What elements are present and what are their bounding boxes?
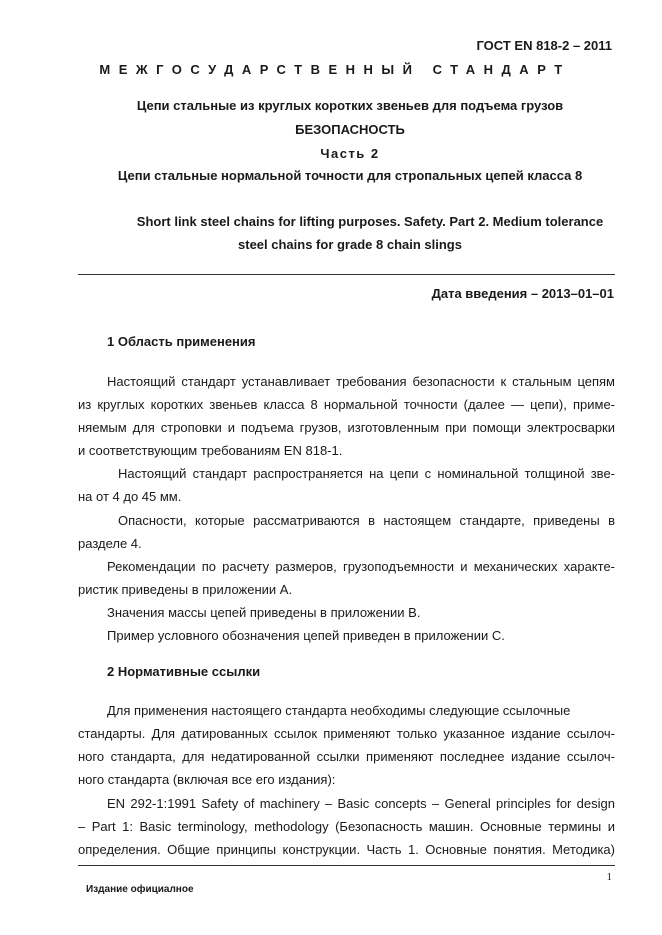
text-line: Для применения настоящего стандарта необходимы следующие ссылочные [107,703,571,718]
text-line: Пример условного обозначения цепей приведен в приложении С. [107,628,505,643]
text-line: ристик приведены в приложении А. [78,582,293,597]
text-line: EN 292-1:1991 Safety of machinery – Basic concepts – General principles for design [107,796,615,811]
title-en-line2: steel chains for grade 8 chain slings [238,237,462,252]
title-en-line1: Short link steel chains for lifting purposes. Safety. Part 2. Medium tolerance [136,214,604,229]
section-1-heading: 1 Область применения [107,334,256,349]
text-line: Настоящий стандарт распространяется на цепи с номинальной толщиной зве- [118,466,615,481]
page-number: 1 [606,871,612,883]
section-2-heading: 2 Нормативные ссылки [107,664,261,679]
text-line: ного стандарта, для недатированной ссылки применяют последнее издание ссылоч- [78,749,615,764]
section-1-paragraph-1 [78,370,615,462]
text-line: Настоящий стандарт устанавливает требования безопасности к стальным цепям [107,374,615,389]
text-line: Рекомендации по расчету размеров, грузоподъемности и механических характе- [107,559,615,574]
standard-code: ГОСТ EN 818-2 – 2011 [476,38,612,53]
text-line: на от 4 до 45 мм. [78,489,182,504]
text-line: определения. Общие принципы конструкции. Часть 1. Основные понятия. Методика) [78,842,615,857]
text-line: ного стандарта (включая все его издания): [78,772,336,787]
title-part: Часть 2 [320,146,380,161]
text-line: разделе 4. [78,536,142,551]
section-1-paragraph-6 [78,624,615,647]
text-line: Значения массы цепей приведены в приложении В. [107,605,421,620]
text-line: Опасности, которые рассматриваются в настоящем стандарте, приведены в [118,513,615,528]
text-line: – Part 1: Basic terminology, methodology (Безопасность машин. Основные термины и [78,819,615,834]
text-line: стандарты. Для датированных ссылок применяют только указанное издание ссылоч- [78,726,615,741]
interstate-standard-title: МЕЖГОСУДАРСТВЕННЫЙ СТАНДАРТ [99,62,571,77]
section-1-paragraph-2 [78,462,615,508]
text-line: няемым для строповки и подъема грузов, изготовленным при помощи электросварки [78,420,615,435]
title-ru-line4: Цепи стальные нормальной точности для стропальных цепей класса 8 [117,168,583,183]
section-2-paragraph-1 [78,699,615,791]
section-1-paragraph-4 [78,555,615,601]
official-edition-note: Издание официалное [86,884,194,895]
section-1-paragraph-3 [78,509,615,555]
text-line: и соответствующим требованиям EN 818-1. [78,443,343,458]
introduction-date: Дата введения – 2013–01–01 [431,286,614,301]
title-ru-line1: Цепи стальные из круглых коротких звеньев для подъема грузов [136,98,564,113]
footer-divider [78,865,615,866]
title-safety: БЕЗОПАСНОСТЬ [295,122,405,137]
section-2-paragraph-2 [78,792,615,861]
text-line: из круглых коротких звеньев класса 8 нормальной точности (далее — цепи), приме- [78,397,615,412]
section-1-paragraph-5 [78,601,615,624]
title-divider [78,274,615,275]
